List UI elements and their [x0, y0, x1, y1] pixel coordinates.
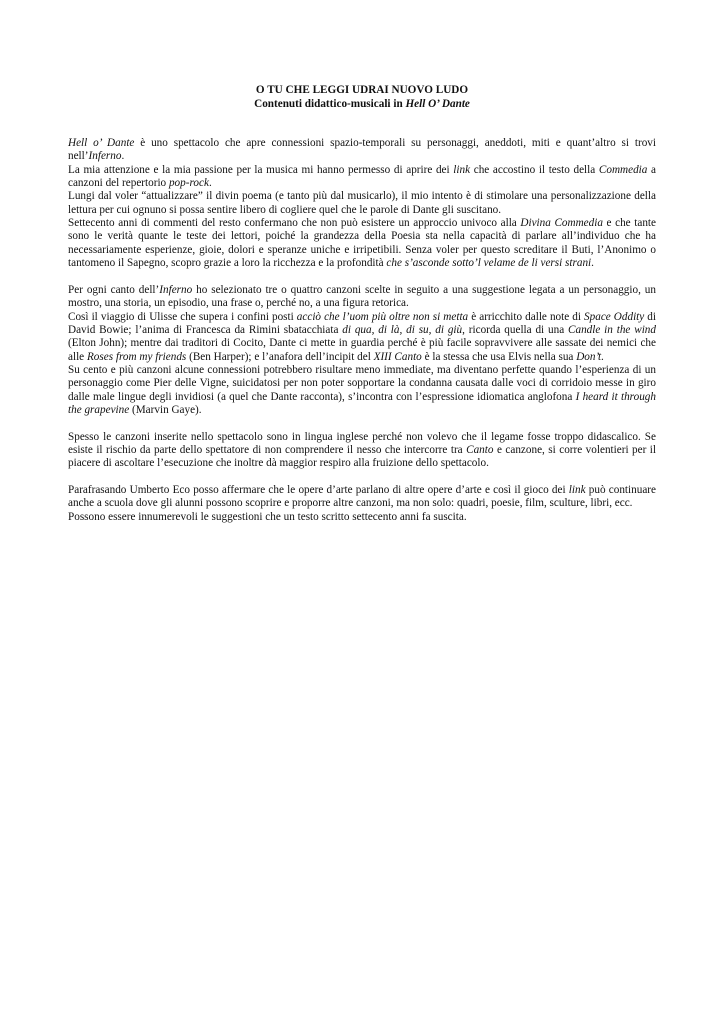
text-run: (Elton John); mentre dai traditori di Cocito, Dante ci mette in guardia perché è più facile sopravvivere alle sassate dei nemici che alle	[68, 337, 656, 363]
text-run: di David Bowie; l’anima di Francesca da Rimini sbatacchiata	[68, 310, 657, 336]
text-run: e che tante sono le verità quante le teste dei lettori, poiché la grandezza della Poesia sta nella capacità di parlare all’individuo che ha necessariamente esperienze, gioie, dolori e speranze uniche e irripetibili. Senza voler per questo screditare il Buti, l’Anonimo o tantomeno il Sapegno, scopro grazie a loro la ricchezza e la profondità	[68, 217, 656, 270]
document-title: O TU CHE LEGGI UDRAI NUOVO LUDO	[255, 84, 469, 96]
text-run: che accostino il testo della	[470, 163, 599, 176]
italic-text: Canto	[466, 444, 494, 456]
subtitle-prefix: Contenuti didattico-musicali in	[254, 97, 406, 110]
italic-text: Don’t	[576, 350, 602, 363]
italic-text: link	[453, 163, 471, 176]
text-run: Spesso le canzoni inserite nello spettacolo sono in lingua inglese perché non volevo che il legame fosse troppo didascalico. Se esiste il rischio da parte dello spettatore di non comprendere il nesso che intercorre tra	[68, 430, 656, 456]
text-run: Possono essere innumerevoli le suggestioni che un testo scritto settecento anni fa suscita.	[68, 510, 467, 523]
italic-text: Inferno	[159, 283, 193, 296]
paragraph-group	[68, 284, 656, 417]
text-run: .	[591, 257, 594, 270]
paragraph	[68, 190, 656, 217]
text-run: La mia attenzione e la mia passione per la musica mi hanno permesso di aprire dei	[68, 163, 454, 176]
document-title-block	[68, 84, 656, 111]
italic-text: che s’asconde sotto’l velame de li versi strani	[386, 257, 592, 270]
italic-text: link	[568, 484, 586, 497]
text-run: è arricchito dalle note di	[468, 310, 585, 323]
paragraph	[68, 164, 656, 191]
text-run: Su cento e più canzoni alcune connessioni potrebbero risultare meno immediate, ma diventano perfette quando l’esperienza di un personaggio come Pier delle Vigne, suicidatosi per non poter sopportare la condanna causata dalle voci di corridoio messe in giro dalle male lingue degli invidiosi (a quel che Dante racconta), s’incontra con l’espressione idiomatica anglofona	[68, 363, 656, 403]
text-run: Per ogni canto dell’	[68, 283, 160, 296]
paragraph	[68, 511, 656, 524]
italic-text: Hell o’ Dante	[68, 137, 135, 149]
italic-text: acciò che l’uom più oltre non si metta	[296, 310, 469, 323]
paragraph	[68, 217, 656, 270]
italic-text: Divina Commedia	[520, 217, 603, 230]
text-run: .	[208, 177, 212, 190]
text-run: può continuare anche a scuola dove gli alunni possono scoprire e proporre altre canzoni, ma non solo: quadri, poesie, film, sculture, libri, ecc.	[68, 484, 656, 510]
text-run: .	[601, 350, 604, 363]
subtitle-show-name: Hell O’ Dante	[405, 97, 470, 110]
text-run: (Ben Harper); e l’anafora dell’incipit del	[186, 350, 374, 363]
italic-text: Candle in the wind	[568, 323, 656, 336]
text-run: è uno spettacolo che apre connessioni spazio-temporali su personaggi, aneddoti, miti e quant’altro si trovi nell’	[68, 137, 656, 163]
paragraph	[68, 137, 656, 164]
text-run: , ricorda quella di una	[462, 323, 569, 336]
text-run: e canzone, si corre volentieri per il piacere di ascoltare l’esecuzione che inoltre dà maggior respiro alla fruizione dello spettacolo.	[68, 444, 656, 470]
italic-text: di qua, di là, di su, di giù	[342, 323, 463, 336]
italic-text: pop-rock	[168, 177, 209, 190]
italic-text: Space Oddity	[584, 310, 645, 323]
document-page	[68, 84, 656, 538]
paragraph	[68, 431, 656, 471]
text-run: Così il viaggio di Ulisse che supera i confini posti	[68, 310, 297, 323]
text-run: .	[121, 150, 125, 163]
italic-text: Commedia	[598, 163, 648, 176]
italic-text: Inferno	[88, 150, 122, 163]
text-run: Lungi dal voler “attualizzare” il divin poema (e tanto più dal musicarlo), il mio intento è di stimolare una personalizzazione della lettura per cui ognuno si possa sentire libero di cogliere quel che le parole di Dante gli suscitano.	[68, 190, 656, 216]
text-run: è la stessa che usa Elvis nella sua	[421, 350, 577, 363]
text-run: Settecento anni di commenti del resto confermano che non può esistere un approccio univoco alla	[68, 217, 521, 230]
italic-text: Roses from my friends	[86, 350, 187, 363]
paragraph-group	[68, 137, 656, 270]
text-run: Parafrasando Umberto Eco posso affermare che le opere d’arte parlano di altre opere d’arte e così il gioco dei	[68, 484, 569, 497]
text-run: a canzoni del repertorio	[68, 163, 656, 190]
document-body	[68, 137, 656, 524]
paragraph	[68, 284, 656, 311]
italic-text: XIII Canto	[373, 350, 422, 363]
italic-text: I heard it through the grapevine	[68, 390, 656, 416]
paragraph	[68, 484, 656, 511]
text-run: (Marvin Gaye).	[129, 403, 202, 416]
paragraph	[68, 311, 656, 364]
paragraph	[68, 364, 656, 417]
paragraph-group	[68, 431, 656, 471]
paragraph-group	[68, 484, 656, 524]
document-subtitle	[68, 98, 656, 112]
text-run: ho selezionato tre o quattro canzoni scelte in seguito a una suggestione legata a un personaggio, un mostro, una storia, un episodio, una frase o, perché no, a una figura retorica.	[68, 283, 656, 310]
